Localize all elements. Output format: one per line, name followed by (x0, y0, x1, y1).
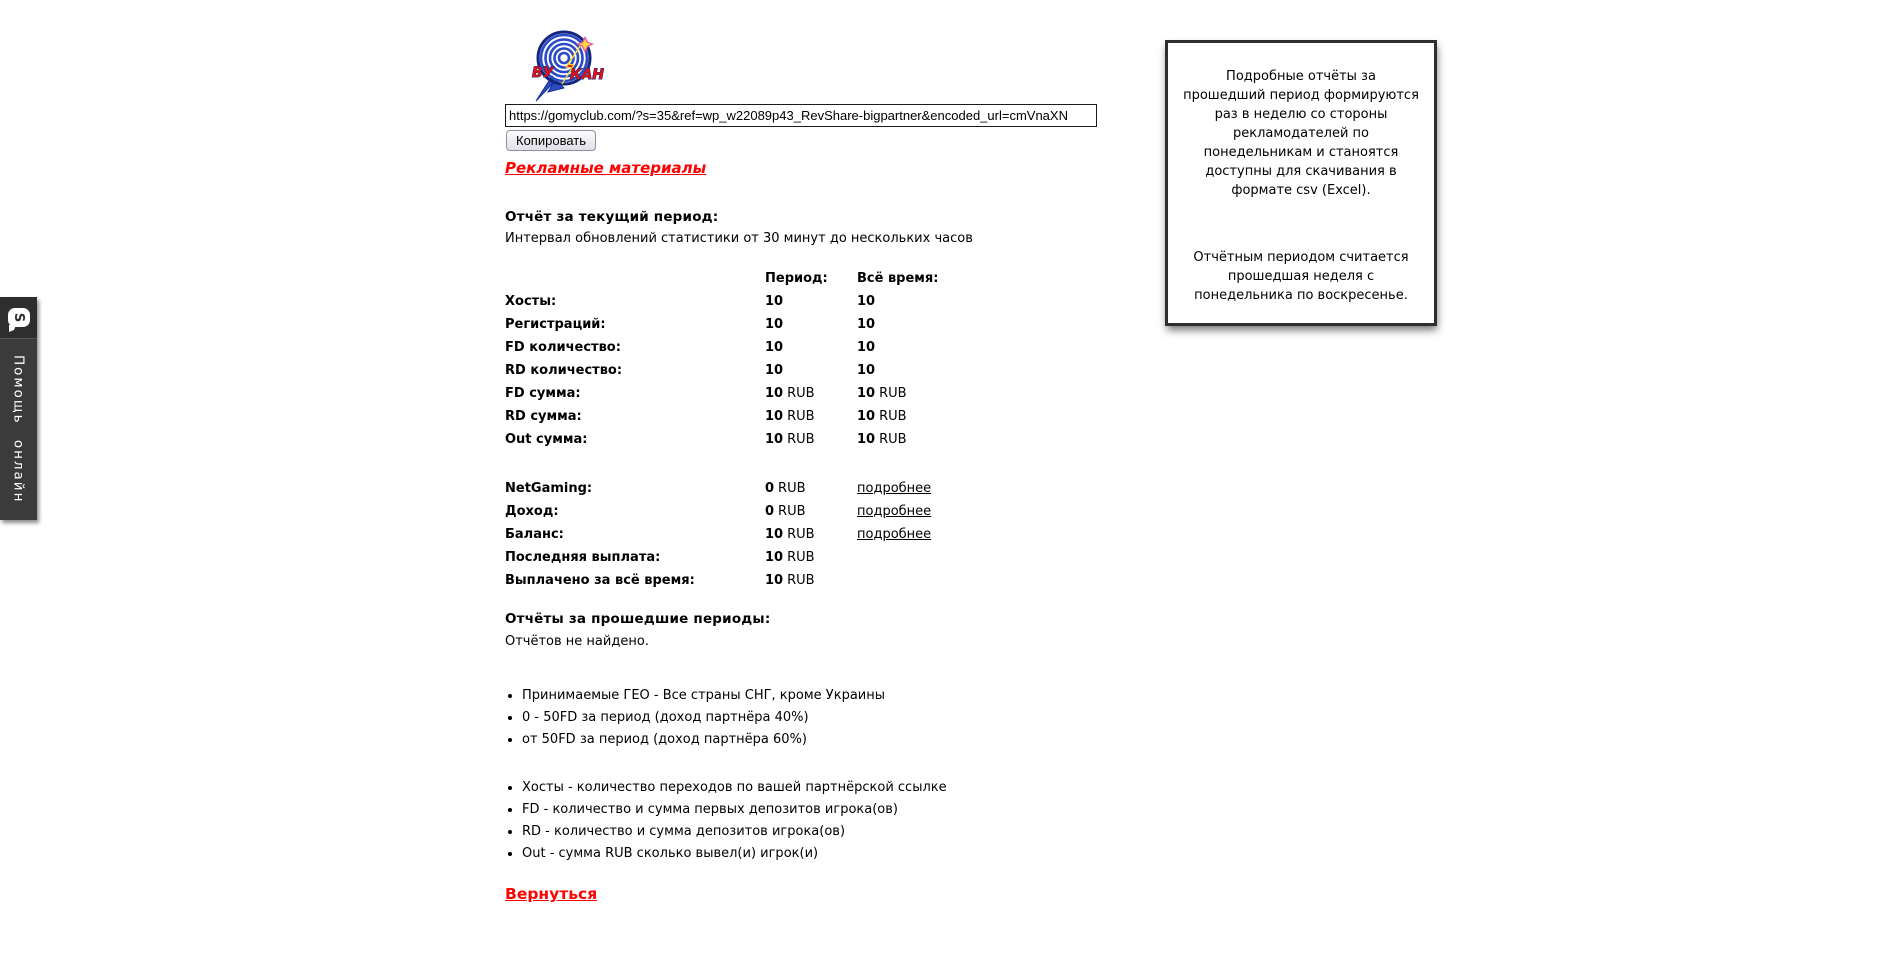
row-value-registrations-all: 10 (857, 317, 876, 332)
row-label-rd-sum: RD сумма: (505, 409, 582, 424)
list-item: • RD - количество и сумма депозитов игрока(ов) (522, 821, 947, 843)
row-value-fd-sum-period: 10 RUB (765, 386, 815, 401)
row-value-fd-count-period: 10 (765, 340, 784, 355)
balance-details[interactable] (857, 527, 1017, 542)
row-value-out-sum-period: 10 RUB (765, 432, 815, 447)
row-value-paid-all-time: 10 RUB (765, 573, 815, 588)
row-value-hosts-all: 10 (857, 294, 876, 309)
row-value-balance: 10 RUB (765, 527, 815, 542)
details-link[interactable]: подробнее (857, 481, 932, 496)
copy-button[interactable]: Копировать (506, 130, 596, 151)
info-paragraph-2: Отчётным периодом считается прошедшая неделя с понедельника по воскресенье. (1193, 250, 1409, 303)
column-header-period: Период: (765, 271, 828, 286)
row-value-rd-sum-period: 10 RUB (765, 409, 815, 424)
referral-url-input[interactable] (505, 104, 1097, 127)
row-label-hosts: Хосты: (505, 294, 557, 309)
row-value-rd-count-all: 10 (857, 363, 876, 378)
row-value-rd-count-period: 10 (765, 363, 784, 378)
row-label-fd-sum: FD сумма: (505, 386, 581, 401)
row-label-netgaming: NetGaming: (505, 481, 593, 496)
info-paragraph-1: Подробные отчёты за прошедший период формируются раз в неделю со стороны рекламодателей по понедельникам и станоятся доступны для скачивания в формате csv (Excel). (1183, 69, 1419, 198)
row-label-registrations: Регистраций: (505, 317, 606, 332)
help-icon-box[interactable] (0, 297, 37, 338)
current-report-title: Отчёт за текущий период: (505, 209, 719, 225)
list-item: • от 50FD за период (доход партнёра 60%) (522, 729, 885, 751)
row-value-fd-sum-all: 10 RUB (857, 386, 907, 401)
logo-text-left: ВУ (532, 65, 554, 81)
row-value-rd-sum-all: 10 RUB (857, 409, 907, 424)
glossary-list (505, 777, 947, 865)
logo-sparkle (576, 36, 594, 53)
row-value-last-payout: 10 RUB (765, 550, 815, 565)
chat-bubble-glyph: S (11, 312, 26, 323)
terms-list (505, 685, 885, 751)
row-label-rd-count: RD количество: (505, 363, 623, 378)
chat-bubble-icon (8, 308, 30, 327)
row-value-netgaming: 0 RUB (765, 481, 806, 496)
logo-text-right: КАН (570, 67, 604, 83)
row-label-paid-all-time: Выплачено за всё время: (505, 573, 695, 588)
row-value-out-sum-all: 10 RUB (857, 432, 907, 447)
list-item: • Принимаемые ГЕО - Все страны СНГ, кроме Украины (522, 685, 885, 707)
details-link[interactable]: подробнее (857, 504, 932, 519)
row-label-fd-count: FD количество: (505, 340, 621, 355)
details-link[interactable]: подробнее (857, 527, 932, 542)
list-item: • 0 - 50FD за период (доход партнёра 40%) (522, 707, 885, 729)
row-label-last-payout: Последняя выплата: (505, 550, 661, 565)
list-item: • Хосты - количество переходов по вашей партнёрской ссылке (522, 777, 947, 799)
summary-table (505, 481, 1025, 596)
row-label-balance: Баланс: (505, 527, 564, 542)
promo-materials-link[interactable]: Рекламные материалы (505, 159, 707, 177)
row-label-out-sum: Out сумма: (505, 432, 588, 447)
row-value-fd-count-all: 10 (857, 340, 876, 355)
row-value-registrations-period: 10 (765, 317, 784, 332)
list-item: • FD - количество и сумма первых депозитов игрока(ов) (522, 799, 947, 821)
row-value-income: 0 RUB (765, 504, 806, 519)
past-reports-empty-text: Отчётов не найдено. (505, 634, 649, 649)
row-value-hosts-period: 10 (765, 294, 784, 309)
netgaming-details[interactable] (857, 481, 1017, 496)
income-details[interactable] (857, 504, 1017, 519)
update-interval-note: Интервал обновлений статистики от 30 минут до нескольких часов (505, 231, 973, 246)
current-report-table (505, 271, 1025, 455)
row-label-income: Доход: (505, 504, 559, 519)
past-reports-title: Отчёты за прошедшие периоды: (505, 611, 771, 627)
help-label: Помощь онлайн (10, 355, 27, 504)
column-header-all-time: Всё время: (857, 271, 939, 286)
help-label-box[interactable] (0, 338, 37, 520)
vulkan-logo-image (528, 30, 604, 106)
list-item: • Out - сумма RUB сколько вывел(и) игрок(и) (522, 843, 947, 865)
online-help-widget[interactable] (0, 297, 37, 520)
back-link[interactable]: Вернуться (505, 885, 598, 903)
vulkan-logo (528, 30, 604, 106)
weekly-reports-info-box (1165, 40, 1437, 326)
